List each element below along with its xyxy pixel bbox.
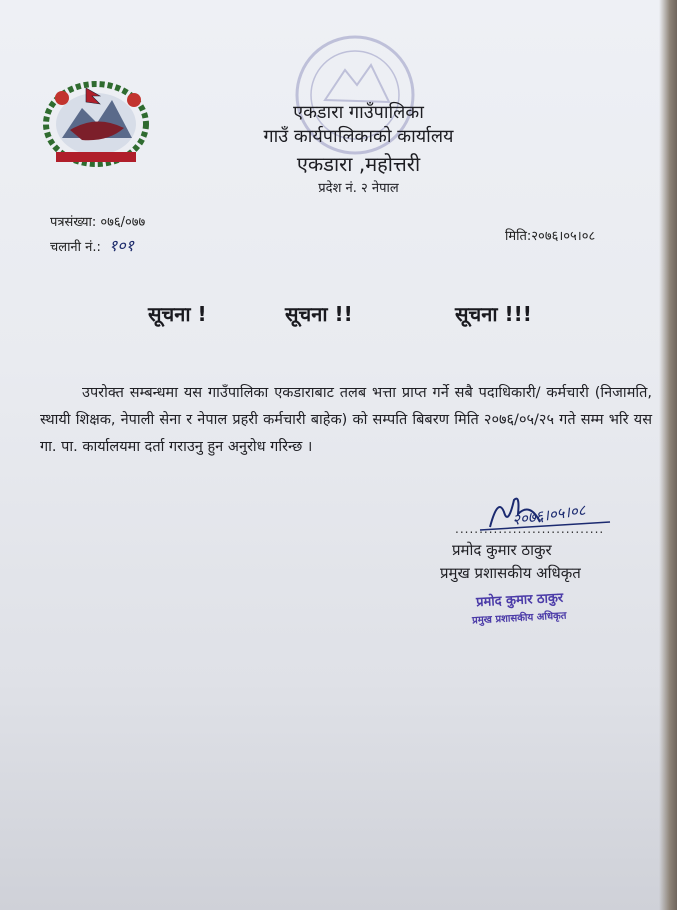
dispatch-line <box>50 234 134 256</box>
stamp-name: प्रमोद कुमार ठाकुर <box>475 590 564 611</box>
dispatch-number: १०१ <box>109 236 134 255</box>
province-line: प्रदेश नं. २ नेपाल <box>318 181 399 196</box>
executive-office: गाउँ कार्यपालिकाको कार्यालय <box>263 126 454 147</box>
signatory-name: प्रमोद कुमार ठाकुर <box>452 541 552 559</box>
reference-number: पत्रसंख्या: ०७६/०७७ <box>50 215 146 230</box>
signature-line: ............................... <box>455 522 605 536</box>
signature-date: २०७६।०५।०८ <box>511 500 587 530</box>
notice-heading-3: सूचना !!! <box>455 302 532 326</box>
signatory-title: प्रमुख प्रशासकीय अधिकृत <box>440 564 581 582</box>
office-location: एकडारा ,महोत्तरी <box>296 152 421 176</box>
letter-date: मिति:२०७६।०५।०८ <box>505 229 596 244</box>
stamp-title: प्रमुख प्रशासकीय अधिकृत <box>471 610 567 627</box>
notice-heading-2: सूचना !! <box>285 302 353 326</box>
notice-heading-1: सूचना ! <box>148 302 207 326</box>
office-name: एकडारा गाउँपालिका <box>293 102 424 123</box>
dispatch-label: चलानी नं.: <box>50 240 101 255</box>
notice-body: उपरोक्त सम्बन्धमा यस गाउँपालिका एकडाराबाट तलब भत्ता प्राप्त गर्ने सबै पदाधिकारी/ कर्मचारी (निजामति, स्थायी शिक्षक, नेपाली सेना र नेपाल प्रहरी कर्मचारी बाहेक) को सम्पति बिबरण मिति २०७६/०५/२५ गते सम्म भरि यस गा. पा. कार्यालयमा दर्ता गराउनु हुन अनुरोध गरिन्छ । <box>40 385 652 455</box>
